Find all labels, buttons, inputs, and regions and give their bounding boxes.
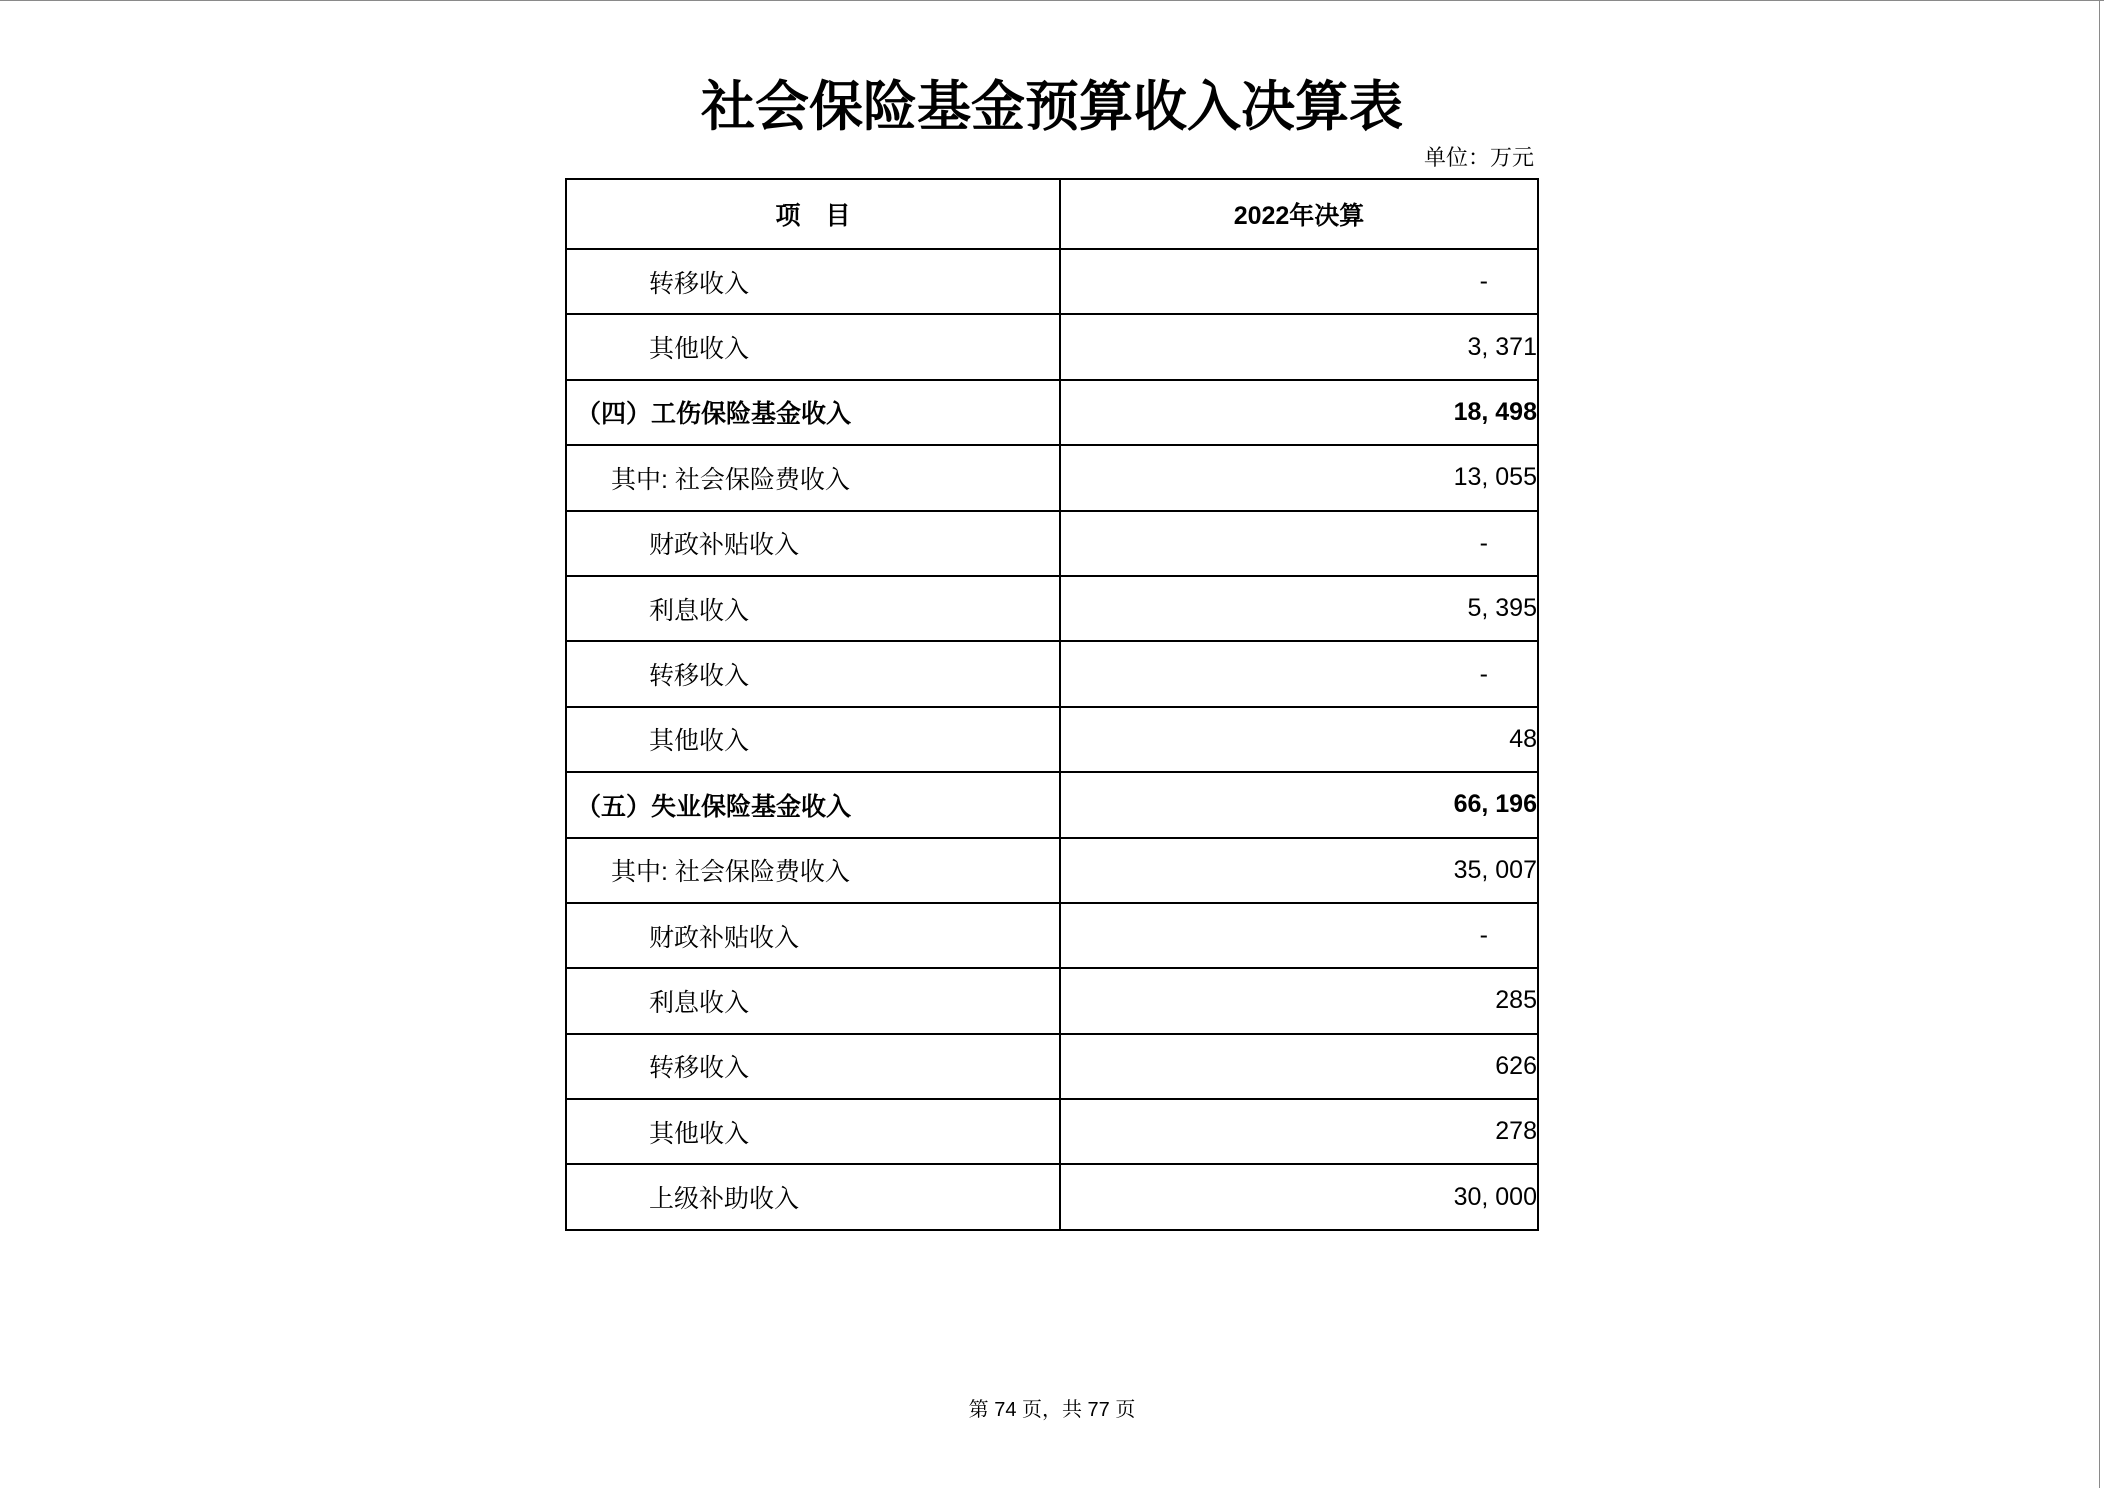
row-value: - xyxy=(1060,249,1538,314)
row-label: （四）工伤保险基金收入 xyxy=(566,380,1060,445)
unit-label: 单位：万元 xyxy=(1423,145,1534,170)
row-label: 其中: 社会保险费收入 xyxy=(566,445,1060,510)
table-row xyxy=(566,903,1538,968)
table-body xyxy=(566,249,1538,1230)
row-value: 3, 371 xyxy=(1060,314,1538,379)
row-label: 利息收入 xyxy=(566,576,1060,641)
table-row xyxy=(566,838,1538,903)
table-row xyxy=(566,380,1538,445)
table-header-row xyxy=(566,179,1538,249)
row-label: 其他收入 xyxy=(566,314,1060,379)
row-label: 转移收入 xyxy=(566,249,1060,314)
row-label: 其他收入 xyxy=(566,707,1060,772)
table-row xyxy=(566,772,1538,837)
table-row xyxy=(566,576,1538,641)
row-label: （五）失业保险基金收入 xyxy=(566,772,1060,837)
row-value: 5, 395 xyxy=(1060,576,1538,641)
table-title: 社会保险基金预算收入决算表 xyxy=(701,77,1403,137)
row-label: 其中: 社会保险费收入 xyxy=(566,838,1060,903)
row-label: 其他收入 xyxy=(566,1099,1060,1164)
row-label: 财政补贴收入 xyxy=(566,903,1060,968)
table-row xyxy=(566,314,1538,379)
right-border-line xyxy=(2099,0,2100,1488)
table-row xyxy=(566,1099,1538,1164)
table-row xyxy=(566,249,1538,314)
row-value: 35, 007 xyxy=(1060,838,1538,903)
row-label: 转移收入 xyxy=(566,1034,1060,1099)
top-border-line xyxy=(0,0,2104,1)
budget-table xyxy=(565,178,1539,1231)
row-value: 13, 055 xyxy=(1060,445,1538,510)
row-label: 转移收入 xyxy=(566,641,1060,706)
table-row xyxy=(566,511,1538,576)
row-value: - xyxy=(1060,641,1538,706)
row-value: 30, 000 xyxy=(1060,1164,1538,1229)
table-row xyxy=(566,641,1538,706)
row-value: 18, 498 xyxy=(1060,380,1538,445)
row-value: 278 xyxy=(1060,1099,1538,1164)
header-2022-final: 2022年决算 xyxy=(1060,179,1538,249)
row-label: 利息收入 xyxy=(566,968,1060,1033)
table-row xyxy=(566,968,1538,1033)
row-value: 285 xyxy=(1060,968,1538,1033)
row-value: 66, 196 xyxy=(1060,772,1538,837)
table-row xyxy=(566,445,1538,510)
row-value: 626 xyxy=(1060,1034,1538,1099)
row-label: 财政补贴收入 xyxy=(566,511,1060,576)
row-label: 上级补助收入 xyxy=(566,1164,1060,1229)
header-item: 项 目 xyxy=(566,179,1060,249)
table-row xyxy=(566,1034,1538,1099)
row-value: - xyxy=(1060,903,1538,968)
row-value: - xyxy=(1060,511,1538,576)
table-row xyxy=(566,707,1538,772)
row-value: 48 xyxy=(1060,707,1538,772)
table-row xyxy=(566,1164,1538,1229)
page-footer: 第 74 页，共 77 页 xyxy=(968,1399,1136,1421)
